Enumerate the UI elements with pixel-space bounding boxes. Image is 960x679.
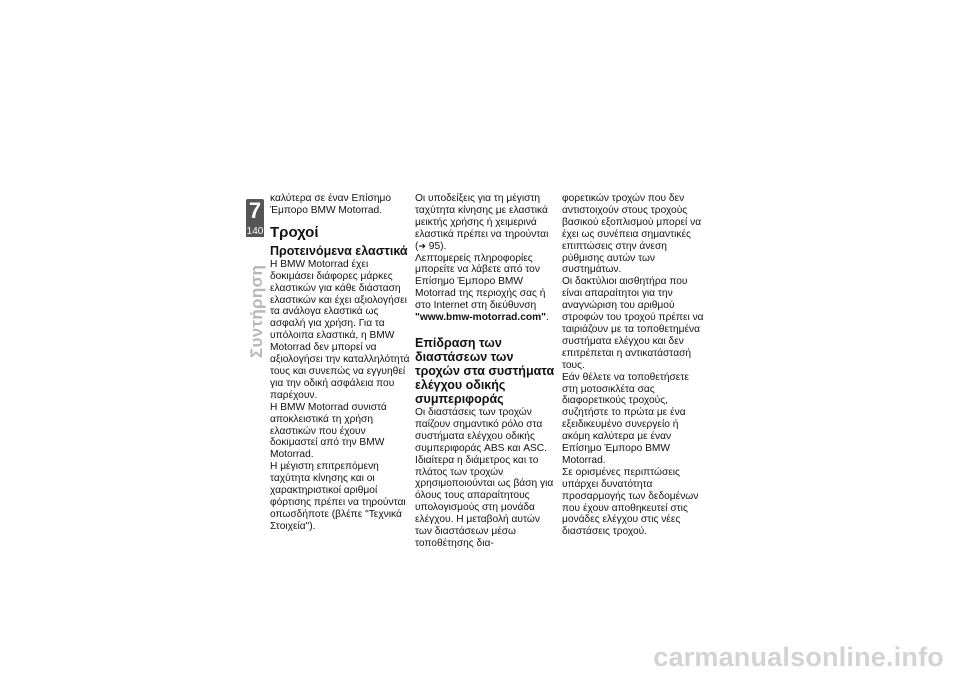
- website-url[interactable]: "www.bmw-motorrad.com": [415, 312, 546, 324]
- paragraph: Οι διαστάσεις των τροχών παίζουν σημαντικό ρόλο στα συστήματα ελέγχου οδικής συμπεριφοράς ABS και ASC. Ιδιαίτερα η διάμετρος και το πλάτος των τροχών χρησιμοποιούνται ως βάση για όλους τους απαραίτητους υπολογισμούς στη μονάδα ελέγχου. Η μεταβολή αυτών των διαστάσεων μέσω τοποθέτησης δια-: [415, 406, 554, 549]
- paragraph: Η BMW Motorrad συνιστά αποκλειστικά τη χρήση ελαστικών που έχουν δοκιμαστεί από την BMW Motorrad.: [270, 401, 387, 461]
- page-number: 140: [246, 226, 264, 237]
- paragraph: Η BMW Motorrad έχει δοκιμάσει διάφορες μάρκες ελαστικών για κάθε διάσταση ελαστικών και έχει αξιολογήσει τα ανάλογα ελαστικά ως ασφαλή για χρήση. Για τα υπόλοιπα ελαστικά, η BMW Motorrad δεν μπορεί να αξιολογήσει την καταλληλότητά τους και συνεπώς να εγγυηθεί για την οδική ασφάλεια που παρέχουν.: [270, 258, 410, 401]
- heading-wheels: Τροχοί: [270, 223, 319, 241]
- paragraph: Οι δακτύλιοι αισθητήρα που είναι απαραίτητοι για την αναγνώριση του αριθμού στροφών του τροχού πρέπει να ταιριάζουν με τα τοποθετημένα συστήματα ελέγχου και δεν επιτρέπεται η αντικατάστασή τους.: [562, 276, 704, 371]
- watermark: carmanualsonline.info: [653, 642, 944, 672]
- chapter-number: 7: [248, 198, 262, 223]
- paragraph: Σε ορισμένες περιπτώσεις υπάρχει δυνατότητα προσαρμογής των δεδομένων που έχουν αποθηκευτεί στις μονάδες ελέγχου στις νέες διαστάσεις τροχού.: [562, 466, 699, 538]
- column-1: [270, 193, 413, 533]
- paragraph: Η μέγιστη επιτρεπόμενη ταχύτητα κίνησης και οι χαρακτηριστικοί αριθμοί φόρτισης πρέπει να τηρούνται οπωσδήποτε (βλέπε "Τεχνικά Στοιχεία").: [270, 461, 406, 532]
- paragraph-text: Οι υποδείξεις για τη μέγιστη ταχύτητα κίνησης με ελαστικά μεικτής χρήσης ή χειμερινά ελαστικά πρέπει να τηρούνται: [415, 193, 549, 240]
- page-ref-arrow-icon: ➜: [418, 240, 426, 251]
- page-ref-link[interactable]: 95: [428, 240, 441, 252]
- paragraph-text: Λεπτομερείς πληροφορίες μπορείτε να λάβετε από τον Επίσημο Έμπορο BMW Motorrad της περιοχής σας ή στο Internet στη διεύθυνση: [415, 252, 546, 312]
- heading-recommended-tyres: Προτεινόμενα ελαστικά: [270, 243, 408, 258]
- paragraph: φορετικών τροχών που δεν αντιστοιχούν στους τροχούς βασικού εξοπλισμού μπορεί να έχει ως συνέπεια σημαντικές επιπτώσεις στην άνεση ρύθμισης αυτών των συστημάτων.: [562, 193, 702, 276]
- heading-wheel-dimensions: Επίδραση των διαστάσεων των τροχών στα συστήματα ελέγχου οδικής συμπεριφοράς: [415, 335, 555, 406]
- paragraph: Λεπτομερείς πληροφορίες μπορείτε να λάβετε από τον Επίσημο Έμπορο BMW Motorrad της περιοχής σας ή στο Internet στη διεύθυνση "www.bmw-motorrad.com".: [415, 252, 549, 324]
- paragraph: καλύτερα σε έναν Επίσημο Έμπορο BMW Motorrad.: [270, 193, 392, 216]
- column-2: [415, 193, 558, 550]
- column-3: [562, 193, 705, 538]
- paragraph: Εάν θέλετε να τοποθετήσετε στη μοτοσικλέτα σας διαφορετικούς τροχούς, συζητήστε το πρώτα με ένα εξειδικευμένο συνεργείο ή ακόμη καλύτερα με έναν Επίσημο Έμπορο BMW Motorrad.: [562, 371, 689, 466]
- section-title-vertical: [242, 240, 266, 360]
- section-title: Συντήρηση: [247, 264, 266, 358]
- paragraph: Οι υποδείξεις για τη μέγιστη ταχύτητα κίνησης με ελαστικά μεικτής χρήσης ή χειμερινά ελαστικά πρέπει να τηρούνται (➜ 95).: [415, 193, 549, 252]
